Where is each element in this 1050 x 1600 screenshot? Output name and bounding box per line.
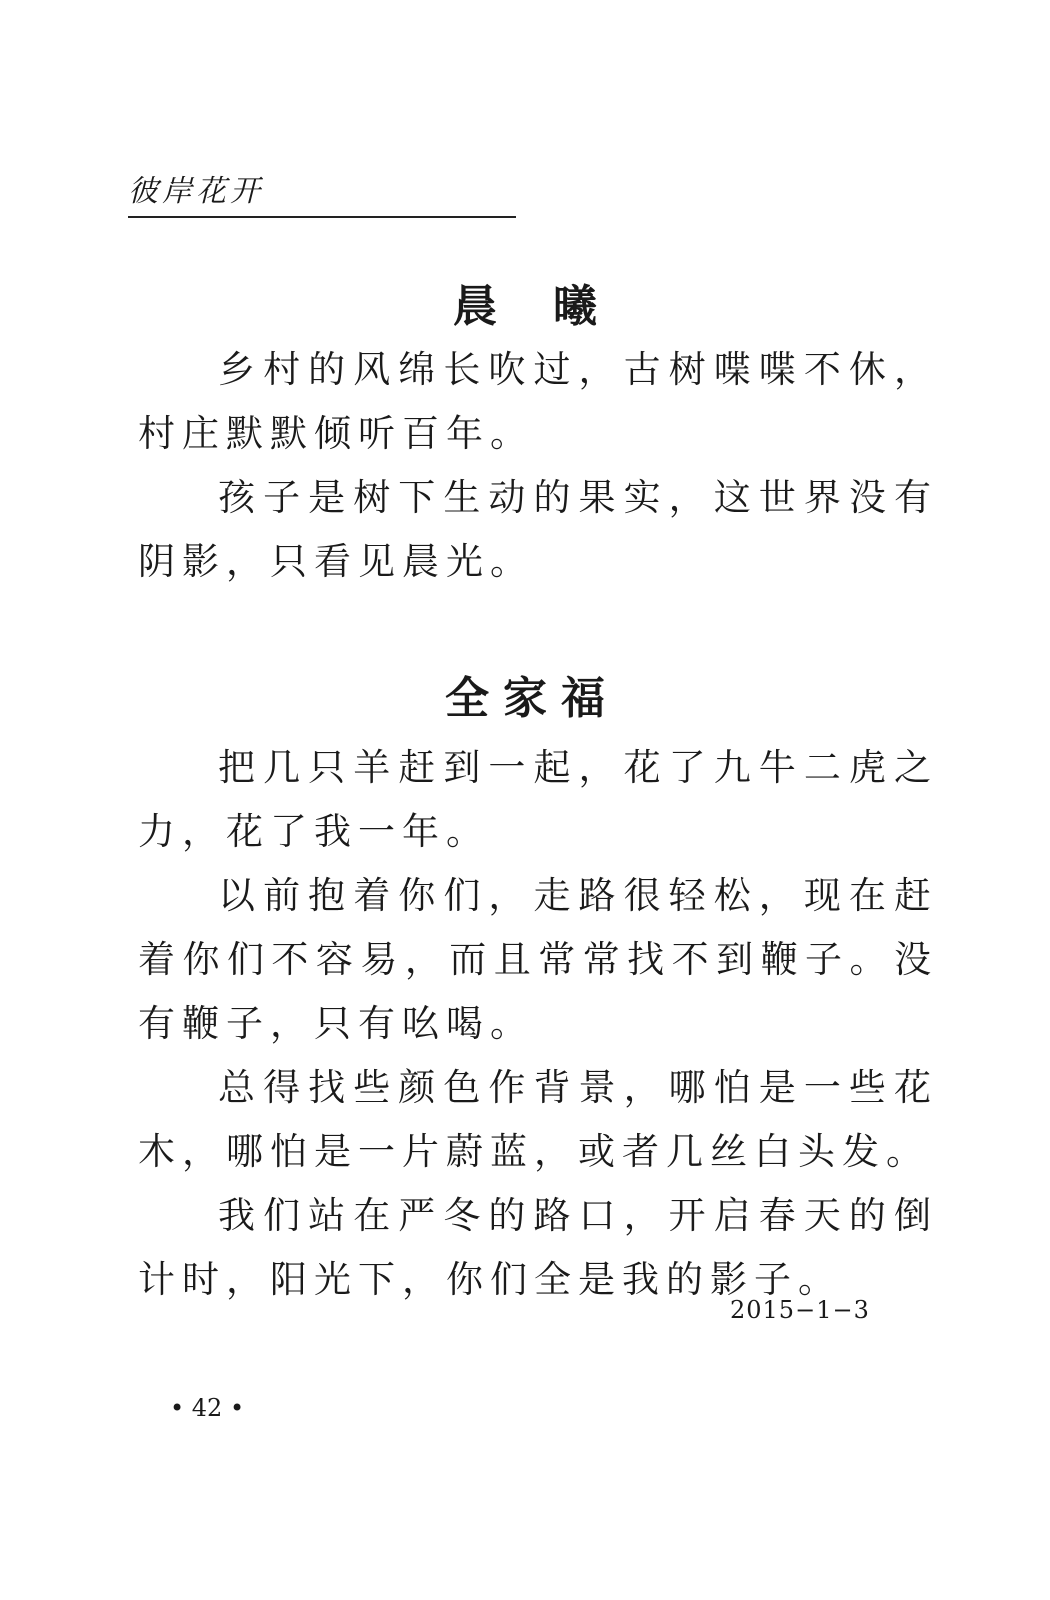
paragraph: 我们站在严冬的路口，开启春天的倒计时，阳光下，你们全是我的影子。 (138, 1194, 938, 1301)
poem-title-quanjiafu: 全家福 (445, 673, 619, 724)
poem-title-chenxi: 晨曦 (453, 281, 653, 332)
poem-body-quanjiafu (138, 736, 938, 1312)
paragraph: 把几只羊赶到一起，花了九牛二虎之力，花了我一年。 (138, 746, 938, 853)
paragraph: 以前抱着你们，走路很轻松，现在赶着你们不容易，而且常常找不到鞭子。没有鞭子，只有吆喝。 (138, 874, 938, 1045)
poem-date: 2015−1−3 (730, 1296, 870, 1324)
running-header (128, 176, 516, 218)
running-header-title: 彼岸花开 (128, 174, 264, 209)
paragraph: 乡村的风绵长吹过，古树喋喋不休，村庄默默倾听百年。 (138, 348, 938, 455)
paragraph: 总得找些颜色作背景，哪怕是一些花木，哪怕是一片蔚蓝，或者几丝白头发。 (138, 1066, 938, 1173)
paragraph: 孩子是树下生动的果实，这世界没有阴影，只看见晨光。 (138, 476, 938, 583)
page-number: • 42 • (170, 1394, 245, 1422)
poem-body-chenxi (138, 338, 938, 594)
